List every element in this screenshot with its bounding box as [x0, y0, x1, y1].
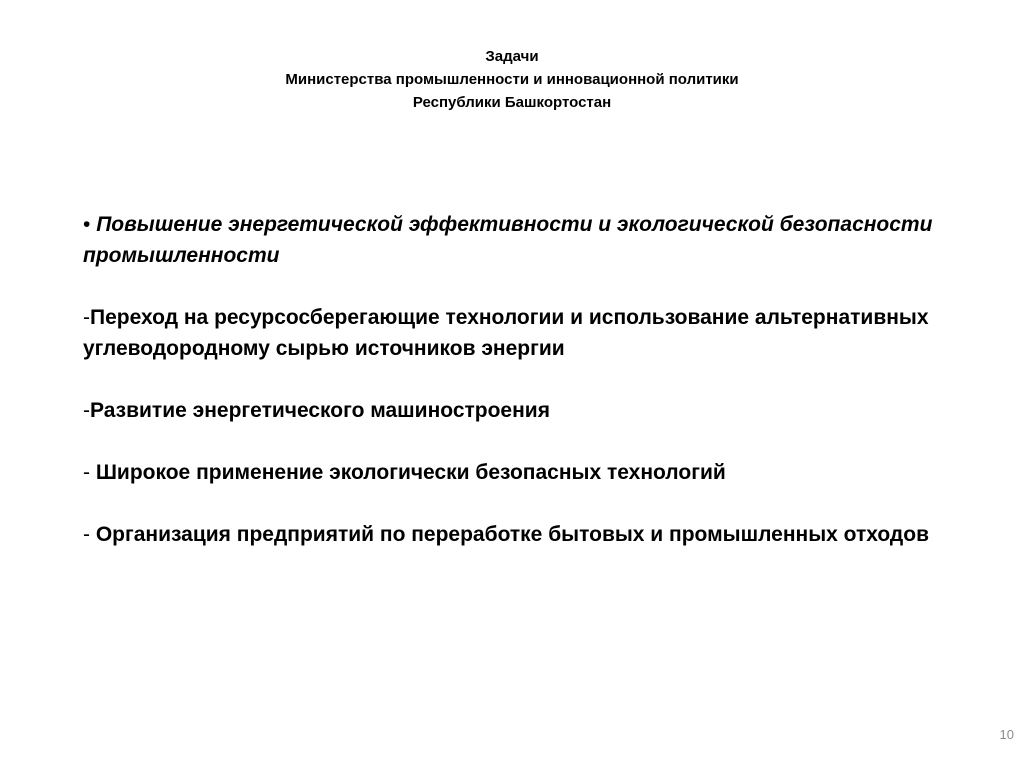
dash-marker: -: [83, 399, 90, 422]
task-item-energy-engineering: [83, 395, 963, 426]
title-line-2: Министерства промышленности и инновационной политики: [285, 71, 739, 88]
task-item-energy-efficiency: [83, 209, 963, 271]
task-text: Переход на ресурсосберегающие технологии и использование альтернативных углеводородному сырью источников энергии: [83, 306, 929, 360]
page-number: 10: [999, 727, 1014, 742]
task-text: Широкое применение экологически безопасных технологий: [95, 461, 726, 484]
bullet-marker: •: [83, 213, 97, 236]
task-text: Развитие энергетического машиностроения: [90, 399, 550, 422]
title-line-3: Республики Башкортостан: [412, 94, 612, 111]
task-text: Организация предприятий по переработке бытовых и промышленных отходов: [95, 523, 929, 546]
dash-marker: -: [83, 306, 90, 329]
task-item-eco-technologies: [83, 457, 963, 488]
title-line-1: Задачи: [485, 48, 539, 65]
task-item-waste-processing: [83, 519, 963, 550]
task-text: Повышение энергетической эффективности и экологической безопасности промышленности: [83, 213, 933, 267]
task-item-resource-saving: [83, 302, 963, 364]
task-list: [83, 209, 963, 581]
slide-title: [0, 45, 1024, 114]
dash-marker: -: [83, 523, 96, 546]
dash-marker: -: [83, 461, 96, 484]
